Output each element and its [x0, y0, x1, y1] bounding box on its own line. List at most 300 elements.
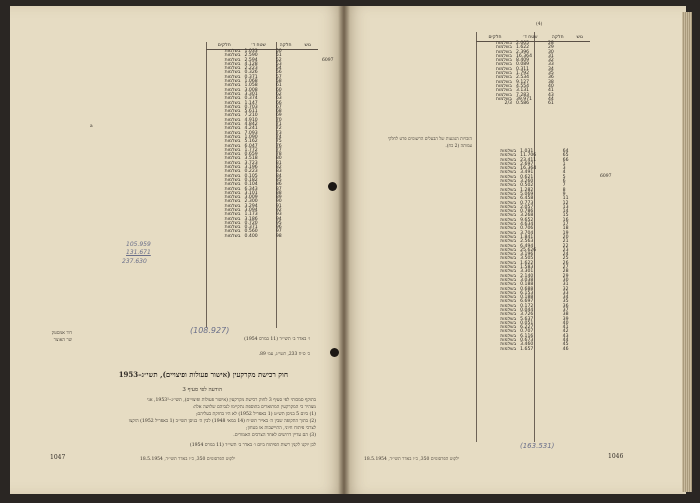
cell-parcel: 7	[562, 183, 566, 189]
cell-parts: בשלמות	[224, 57, 241, 63]
date-line: ו׳ באדר ב׳ תשי״ד (11 במרס 1954)	[244, 337, 310, 342]
cell-area: 4.910	[244, 117, 258, 123]
open-book	[8, 6, 692, 499]
cell-area: 5.162	[244, 139, 258, 145]
notice-title: הודעה לפי סעיף 3	[182, 387, 222, 393]
cell-parts: בשלמות	[224, 216, 241, 222]
cell-parts: בשלמות	[500, 320, 517, 326]
cell-parcel: 29	[562, 273, 569, 279]
cell-area: 1.583	[520, 265, 534, 271]
cell-area: 4.241	[244, 126, 258, 132]
cell-parts: בשלמות	[500, 316, 517, 322]
cell-parts: בשלמות	[500, 342, 517, 348]
cell-parcel: 32	[562, 286, 569, 292]
cell-parts: בשלמות	[224, 83, 241, 89]
cell-block	[569, 102, 590, 106]
cell-parcel: 36	[562, 303, 569, 309]
cell-parcel: 90	[275, 199, 282, 205]
cell-area: 1.792	[515, 71, 530, 77]
cell-parts: בשלמות	[224, 199, 241, 205]
cell-parts: בשלמות	[496, 79, 512, 85]
header-area: שטח ד׳	[243, 42, 274, 50]
cell-area: 0.089	[515, 62, 530, 68]
cell-area: 0.374	[244, 96, 258, 102]
cell-parts: בשלמות	[224, 122, 241, 128]
cell-area: 0.371	[244, 74, 258, 80]
cell-parts: בשלמות	[500, 183, 517, 189]
cell-area: 0.188	[520, 295, 534, 301]
cell-area: 0.586	[515, 101, 530, 107]
cell-parts: בשלמות	[500, 153, 517, 159]
cell-parcel: 77	[275, 147, 282, 153]
cell-parcel: 1	[562, 161, 566, 167]
cell-area: 2.005	[515, 41, 530, 46]
cell-parcel: 12	[562, 200, 569, 206]
right-parcel-table-b	[476, 150, 590, 352]
header-block: גוש	[297, 42, 318, 50]
left-page	[10, 6, 344, 494]
cell-parcel: 93	[275, 212, 282, 218]
right-parcel-table-a	[476, 34, 590, 106]
cell-parcel: 23	[562, 247, 569, 253]
page-number: 1046	[608, 453, 624, 460]
cell-area: 3.518	[244, 156, 258, 162]
cell-parts: בשלמות	[224, 61, 241, 67]
cell-area: 9.127	[515, 79, 530, 85]
cell-parts: בשלמות	[500, 204, 517, 210]
cell-area: 0.400	[244, 233, 258, 239]
table-row	[476, 102, 590, 106]
cell-parcel: 86	[275, 182, 282, 188]
cell-parts: בשלמות	[224, 66, 241, 72]
cell-area: 3.101	[244, 190, 258, 196]
cell-area: 0.311	[515, 66, 530, 72]
cell-parcel: 34	[547, 66, 554, 72]
cell-area: 0.707	[520, 329, 534, 335]
cell-parcel: 38	[562, 312, 569, 318]
cell-area: 0.786	[520, 209, 534, 215]
cell-parcel: 20	[562, 234, 569, 240]
cell-parts: בשלמות	[224, 190, 241, 196]
cell-area: 1.772	[244, 147, 258, 153]
cell-area: 16.364	[520, 166, 537, 172]
cell-parcel: 53	[275, 61, 282, 67]
cell-area: 2.534	[515, 75, 530, 81]
cell-parts: בשלמות	[500, 290, 517, 296]
notice-line: בתוקף סמכותי לפי סעיף 3 לחוק רכישת מקרקעין (אישור פעולות ופיצויים), תשי״ג–1953¹, אני	[147, 398, 316, 403]
cell-area: 1.068	[244, 79, 258, 85]
cell-area: 5.611	[244, 109, 258, 115]
cell-parts: בשלמות	[224, 143, 241, 149]
cell-area: 3.505	[520, 256, 534, 262]
cell-parcel: 21	[562, 239, 569, 245]
cell-area: 3.723	[244, 160, 258, 166]
cell-parts: בשלמות	[224, 49, 241, 54]
cell-parcel: 74	[275, 134, 282, 140]
cell-area: 3.460	[520, 342, 534, 348]
cell-parcel: 24	[562, 252, 569, 258]
cell-parts: בשלמות	[224, 169, 241, 175]
signature-title: שר האוצר	[53, 338, 72, 343]
cell-parts: בשלמות	[224, 74, 241, 80]
cell-area: 6.343	[244, 186, 258, 192]
cell-parcel: 64	[562, 149, 569, 154]
cell-area: 2.697	[520, 161, 534, 167]
cell-area: 2.590	[244, 53, 258, 59]
cell-area: 1.173	[244, 212, 258, 218]
cell-parts: בשלמות	[224, 160, 241, 166]
cell-parts: בשלמות	[500, 256, 517, 262]
cell-parcel: 84	[275, 173, 282, 179]
cell-parcel: 15	[562, 213, 569, 219]
cell-parts: בשלמות	[500, 295, 517, 301]
cell-parts: בשלמות	[496, 49, 512, 55]
cell-parcel: 39	[562, 316, 569, 322]
cell-parts: בשלמות	[496, 96, 512, 102]
footnote-text: עמותה (2 כח).	[445, 144, 472, 149]
cell-parcel: 71	[275, 122, 282, 128]
cell-parcel: 38	[547, 79, 554, 85]
cell-area: 0.182	[244, 177, 258, 183]
cell-parcel: 76	[275, 143, 282, 149]
cell-parcel: 73	[275, 130, 282, 136]
cell-parts: בשלמות	[224, 104, 241, 110]
cell-block	[297, 235, 318, 239]
cell-parcel: 61	[275, 83, 282, 89]
reference-line: כ׳ ס״ח 233, תשי״ג, עמ׳ 89.	[258, 352, 310, 357]
cell-area: 1.031	[520, 149, 534, 154]
cell-parcel: 60	[275, 87, 282, 93]
cell-parts: בשלמות	[496, 58, 512, 64]
cell-parcel: 13	[562, 204, 569, 210]
cell-parts: בשלמות	[500, 226, 517, 232]
page-footer: ילקוט הפרסומים 350, כ״ו באדר תשי״ד, 18.5.1954	[140, 457, 236, 462]
cell-parts: בשלמות	[224, 220, 241, 226]
cell-parcel: 56	[275, 70, 282, 76]
cell-area: 5.637	[520, 316, 534, 322]
cell-area: 0.560	[244, 229, 258, 235]
cell-parcel: 58	[275, 79, 282, 85]
cell-parts: בשלמות	[496, 88, 512, 94]
cell-area: 3.268	[520, 213, 534, 219]
cell-parcel: 69	[275, 113, 282, 119]
cell-parcel: 95	[275, 220, 282, 226]
cell-area: 3.008	[244, 87, 258, 93]
cell-area: 3.491	[520, 170, 534, 176]
cell-parcel: 18	[562, 226, 569, 232]
cell-parts: בשלמות	[496, 62, 512, 68]
cell-parcel: 35	[547, 71, 554, 77]
cell-area: 3.038	[520, 277, 534, 283]
cell-parcel: 8	[562, 187, 566, 193]
cell-parts: בשלמות	[224, 147, 241, 153]
cell-parts: בשלמות	[500, 325, 517, 331]
cell-parts: בשלמות	[224, 113, 241, 119]
cell-parts: בשלמות	[500, 239, 517, 245]
cell-parcel: 94	[275, 216, 282, 222]
cell-parts: בשלמות	[224, 109, 241, 115]
cell-parts: בשלמות	[496, 83, 512, 89]
cell-parcel: 66	[562, 157, 569, 163]
cell-area: 0.371	[244, 225, 258, 231]
binding-hole	[328, 182, 337, 191]
left-parcel-table	[206, 42, 318, 239]
cell-parts: בשלמות	[224, 207, 241, 213]
cell-parcel: 83	[275, 169, 282, 175]
cell-parcel: 46	[562, 346, 569, 352]
cell-area: 3.186	[244, 216, 258, 222]
cell-parts: בשלמות	[500, 252, 517, 258]
cell-parts: בשלמות	[224, 156, 241, 162]
cell-area: 3.260	[520, 179, 534, 185]
cell-area: 3.294	[244, 203, 258, 209]
cell-area: 8.409	[515, 58, 530, 64]
cell-parcel: 54	[275, 66, 282, 72]
cell-parcel: 75	[275, 139, 282, 145]
cell-area: 3.301	[244, 91, 258, 97]
cell-parts: בשלמות	[224, 173, 241, 179]
cell-parcel: 16	[562, 217, 569, 223]
transfer-line: לכן יוקנו לקנין רשות הפיתוח ביום ו׳ באדר ב׳ תשי״ד (11 במרס 1954)	[189, 443, 316, 448]
cell-parcel: 11	[562, 196, 569, 202]
cell-area: 0.673	[520, 338, 534, 344]
cell-area: 16.364	[515, 53, 533, 59]
cell-parts: בשלמות	[224, 195, 241, 201]
cell-parts: בשלמות	[500, 213, 517, 219]
cell-area: 3.131	[515, 88, 530, 94]
cell-parcel: 28	[562, 269, 569, 275]
cell-parts: בשלמות	[500, 243, 517, 249]
cell-parts: בשלמות	[500, 299, 517, 305]
cell-area: 4.634	[520, 222, 534, 228]
cell-parts: בשלמות	[500, 191, 517, 197]
cell-parcel: 78	[275, 152, 282, 158]
cell-parts: בשלמות	[224, 165, 241, 171]
cell-parts: בשלמות	[500, 170, 517, 176]
cell-parcel: 82	[275, 165, 282, 171]
cell-parcel: 41	[562, 325, 569, 331]
cell-parcel: 43	[547, 92, 554, 98]
cell-parcel: 87	[275, 186, 282, 192]
cell-parcel: 22	[562, 243, 569, 249]
cell-area: 6.697	[520, 299, 534, 305]
cell-parcel: 31	[562, 282, 569, 288]
cell-area: 39.971	[515, 96, 533, 102]
footnote-text: הזכויות הנוגעות של הבעלים הרשומים פרט לחלקי	[387, 137, 472, 142]
cell-parts: בשלמות	[224, 70, 241, 76]
cell-area: 9.652	[520, 217, 534, 223]
cell-parts: בשלמות	[500, 282, 517, 288]
cell-parts: בשלמות	[500, 196, 517, 202]
book-gutter	[338, 6, 350, 494]
pencil-annotation: 105.959	[126, 241, 151, 248]
cell-parcel: 62	[275, 91, 282, 97]
cell-area: 0.688	[520, 286, 534, 292]
header-area: שטח ד׳	[514, 34, 546, 42]
cell-parts: בשלמות	[500, 179, 517, 185]
cell-area: 6.494	[520, 243, 534, 249]
cell-parcel: 98	[275, 233, 282, 239]
cell-parts: בשלמות	[500, 161, 517, 167]
block-number: 6097	[322, 58, 334, 63]
cell-parcel: 43	[562, 333, 569, 339]
cell-parcel: 68	[275, 109, 282, 115]
cell-parcel: 80	[275, 156, 282, 162]
cell-area: 1.058	[244, 83, 258, 89]
cell-area: 6.458	[520, 196, 534, 202]
notice-line: לצרכי פיתוח חיוני, התיישבות או בטחון;	[246, 426, 316, 431]
cell-parts: בשלמות	[500, 166, 517, 172]
cell-parts: בשלמות	[224, 233, 241, 239]
cell-parcel: 41	[547, 88, 554, 94]
cell-area: 1.147	[244, 100, 258, 106]
cell-area: 0.326	[244, 70, 258, 76]
cell-area: 2.594	[244, 57, 258, 63]
cell-area: 6.227	[520, 325, 534, 331]
header-parcel: חלקה	[274, 42, 297, 50]
cell-parts: בשלמות	[224, 100, 241, 106]
cell-parts: בשלמות	[224, 152, 241, 158]
cell-parcel: 35	[562, 299, 569, 305]
cell-parcel: 91	[275, 203, 282, 209]
cell-parts: בשלמות	[500, 247, 517, 253]
cell-parts: בשלמות	[500, 230, 517, 236]
cell-area: 3.704	[520, 230, 534, 236]
cell-area: 23.411	[520, 157, 537, 163]
cell-parcel: 40	[547, 83, 554, 89]
margin-mark: a	[90, 124, 93, 129]
cell-area: 4.128	[244, 61, 258, 67]
right-page	[344, 6, 686, 494]
cell-parts: בשלמות	[224, 182, 241, 188]
cell-parts: בשלמות	[500, 265, 517, 271]
cell-area: 6.047	[244, 143, 258, 149]
cell-parcel: 44	[562, 338, 569, 344]
notice-line: (3) הם עדיין דרושים לאחד הצרכים האמורים.	[233, 433, 316, 438]
cell-parts: בשלמות	[224, 203, 241, 209]
cell-parcel: 33	[547, 62, 554, 68]
cell-block	[582, 348, 591, 352]
cell-parcel: 52	[275, 57, 282, 63]
cell-area: 3.196	[520, 252, 534, 258]
cell-area: 0.104	[244, 182, 258, 188]
cell-parts: בשלמות	[224, 53, 241, 59]
notice-line: (2) בתוך התקופה שבין ה׳ באייר תש״ח (14 במאי 1948) לבין ה׳ בניסן תשי״ב (1 באפריל 1952) הוקצו	[128, 419, 316, 424]
cell-area: 0.044	[520, 307, 534, 313]
cell-area: 1.090	[244, 134, 258, 140]
cell-parts: בשלמות	[496, 92, 512, 98]
cell-parcel: 70	[275, 117, 282, 123]
cell-parts: בשלמות	[224, 96, 241, 102]
law-title: חוק רכישת מקרקעין (אישור פעולות ופיצויים), תשי״ג–1953	[118, 370, 288, 379]
block-number: 6097	[600, 174, 612, 179]
cell-parts: בשלמות	[224, 225, 241, 231]
cell-parcel: 29	[547, 45, 554, 51]
cell-parcel: 50	[275, 49, 282, 54]
cell-area: 3.301	[520, 269, 534, 275]
cell-area: 0.188	[520, 282, 534, 288]
cell-parcel: 4	[562, 170, 566, 176]
cell-parcel: 92	[275, 207, 282, 213]
cell-parcel: 97	[275, 229, 282, 235]
cell-parcel: 5	[562, 174, 566, 180]
cell-area: 7.283	[515, 92, 530, 98]
cell-parcel: 85	[275, 177, 282, 183]
cell-parts: בשלמות	[224, 126, 241, 132]
cell-area: 3.726	[520, 312, 534, 318]
cell-parts: בשלמות	[500, 222, 517, 228]
cell-area: 0.720	[244, 220, 258, 226]
cell-parcel: 42	[562, 329, 569, 335]
cell-parcel: 63	[275, 96, 282, 102]
cell-parts: בשלמות	[496, 45, 512, 51]
cell-area: 6.153	[520, 290, 534, 296]
cell-area: 2.300	[244, 199, 258, 205]
cell-area: 0.659	[244, 152, 258, 158]
cell-area: 7.093	[244, 130, 258, 136]
cell-parcel: 61	[547, 101, 554, 107]
cell-parts: בשלמות	[224, 139, 241, 145]
cell-area: 0.172	[520, 303, 534, 309]
cell-parcel: 72	[275, 126, 282, 132]
pencil-annotation: (4)	[536, 22, 543, 27]
cell-area: 3.009	[244, 195, 258, 201]
cell-parcel: 3	[562, 166, 566, 172]
cell-area: 25.626	[520, 247, 537, 253]
cell-parts: בשלמות	[224, 177, 241, 183]
cell-parcel: 40	[562, 320, 569, 326]
cell-parts: בשלמות	[500, 200, 517, 206]
cell-area: 3.094	[244, 207, 258, 213]
cell-parcel: 30	[562, 277, 569, 283]
cell-parcel: 25	[562, 256, 569, 262]
cell-parts: בשלמות	[500, 312, 517, 318]
cell-parts: בשלמות	[224, 134, 241, 140]
cell-parts: בשלמות	[500, 273, 517, 279]
cell-parcel: 57	[275, 74, 282, 80]
cell-area: 1.657	[520, 346, 534, 352]
cell-parts: בשלמות	[500, 187, 517, 193]
pencil-annotation: 131.671	[126, 249, 151, 256]
cell-parts: בשלמות	[496, 41, 512, 46]
cell-area: 1.841	[520, 234, 534, 240]
cell-parcel: 32	[547, 58, 554, 64]
page-number: 1047	[50, 454, 66, 461]
header-block: גוש	[569, 34, 590, 42]
cell-area: 1.282	[520, 187, 534, 193]
cell-area: 2.223	[244, 66, 258, 72]
cell-parts: בשלמות	[500, 303, 517, 309]
cell-parts: בשלמות	[500, 346, 517, 352]
cell-parcel: 51	[275, 53, 282, 59]
cell-parcel: 9	[562, 191, 566, 197]
cell-area: 11.706	[520, 153, 537, 159]
cell-area: 2.396	[515, 49, 530, 55]
cell-parts: בשלמות	[500, 260, 517, 266]
cell-parts: בשלמות	[224, 87, 241, 93]
cell-area: 0.105	[244, 173, 258, 179]
cell-parts: בשלמות	[496, 66, 512, 72]
cell-area: 0.223	[244, 169, 258, 175]
cell-parcel: 67	[275, 104, 282, 110]
cell-area: 1.033	[244, 49, 258, 54]
header-parts: חלקים	[476, 34, 514, 42]
cell-area: 0.051	[520, 320, 534, 326]
cell-parcel: 34	[562, 295, 569, 301]
cell-parcel: 96	[275, 225, 282, 231]
cell-parts: בשלמות	[500, 209, 517, 215]
cell-parcel: 28	[547, 41, 554, 46]
